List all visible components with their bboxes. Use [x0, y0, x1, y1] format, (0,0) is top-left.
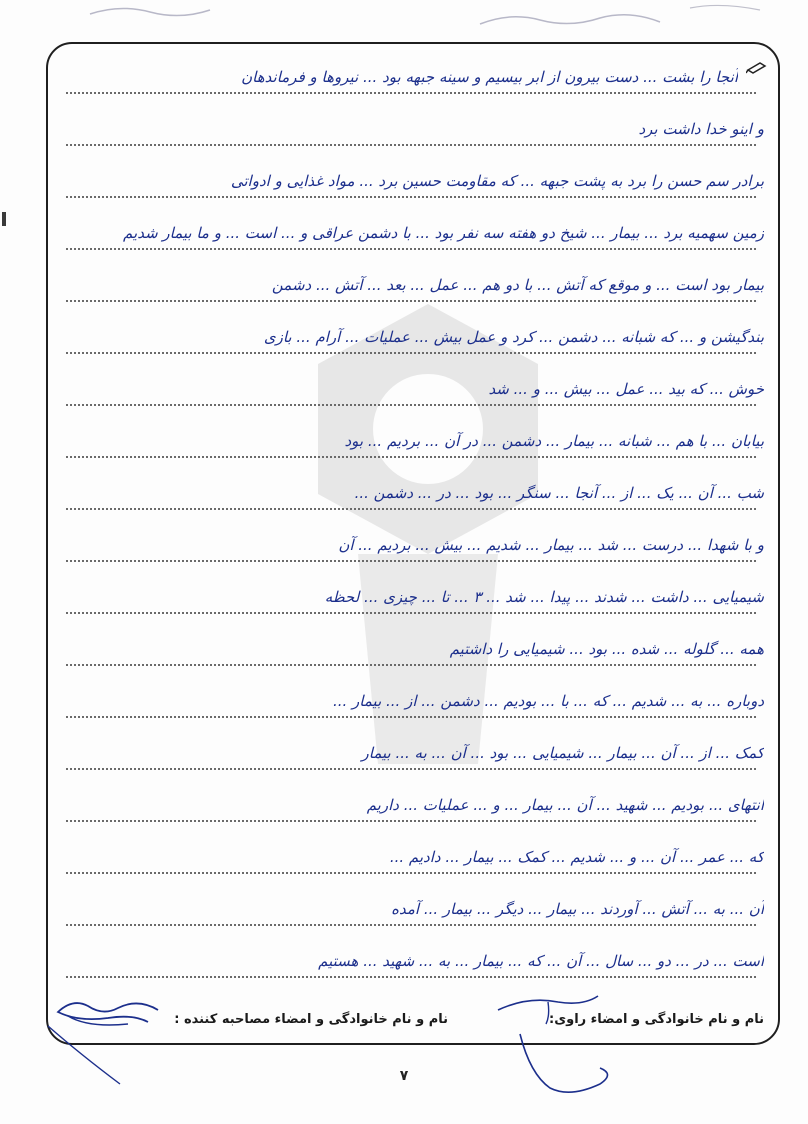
ruled-line: [66, 768, 756, 770]
signature-tail-stroke: [40, 1014, 660, 1114]
ruled-line: [66, 456, 756, 458]
ruled-line: [66, 716, 756, 718]
narrator-signature-label: نام و نام خانوادگی و امضاء راوی:: [549, 1012, 764, 1027]
handwritten-line: دوباره ... به ... شدیم ... که ... با ... بودیم ... دشمن ... از ... بیمار ...: [332, 692, 764, 710]
ruled-line: [66, 612, 756, 614]
ruled-line: [66, 820, 756, 822]
ruled-line: [66, 872, 756, 874]
handwritten-line: بیمار بود است ... و موقع که آتش ... با دو هم ... عمل ... بعد ... آتش ... دشمن: [271, 276, 764, 294]
ruled-line: [66, 248, 756, 250]
handwritten-line: آن ... به ... آتش ... آوردند ... بیمار ... دیگر ... بیمار ... آمده: [391, 900, 764, 918]
handwritten-line: و با شهدا ... درست ... شد ... بیمار ... شدیم ... بیش ... بردیم ... آن: [338, 536, 764, 554]
handwritten-line: انتهای ... بودیم ... شهید ... آن ... بیمار ... و ... عملیات ... داریم: [366, 796, 764, 814]
handwritten-line: همه ... گلوله ... شده ... بود ... شیمیایی را داشتیم: [449, 640, 764, 658]
ruled-line: [66, 924, 756, 926]
handwritten-line: است ... در ... دو ... سال ... آن ... که ... بیمار ... به ... شهید ... هستیم: [318, 952, 764, 970]
handwritten-line: خوش ... که بید ... عمل ... بیش ... و ... شد: [488, 380, 764, 398]
ruled-line: [66, 352, 756, 354]
handwritten-line: آنجا را بشت ... دست بیرون از ابر بیسیم و سینه جبهه بود ... نیروها و فرماندهان: [241, 68, 738, 86]
ruled-line: [66, 560, 756, 562]
ruled-line: [66, 404, 756, 406]
handwritten-line: بیابان ... با هم ... شبانه ... بیمار ... دشمن ... در آن ... بردیم ... بود: [344, 432, 764, 450]
handwritten-line: شب ... آن ... یک ... از ... آنجا ... سنگر ... بود ... در ... دشمن ...: [354, 484, 764, 502]
previous-page-bleed: [0, 0, 808, 40]
handwritten-line: زمین سهمیه برد ... بیمار ... شیخ دو هفته سه نفر بود ... با دشمن عراقی و ... است ... و ما بیمار شدیم: [123, 224, 764, 242]
handwritten-line: که ... عمر ... آن ... و ... شدیم ... کمک ... بیمار ... دادیم ...: [389, 848, 764, 866]
ruled-line: [66, 976, 756, 978]
ruled-line: [66, 92, 756, 94]
ruled-line: [66, 508, 756, 510]
ruled-line: [66, 196, 756, 198]
ruled-line: [66, 300, 756, 302]
handwritten-line: برادر سم حسن را برد به پشت جبهه ... که مقاومت حسین برد ... مواد غذایی و ادواتی: [230, 172, 764, 190]
ruled-line: [66, 664, 756, 666]
ruled-frame: [46, 42, 780, 1045]
handwritten-line: و اینو خدا داشت برد: [638, 120, 764, 138]
page-number: ۷: [399, 1068, 409, 1084]
handwritten-line: کمک ... از ... آن ... بیمار ... شیمیایی ... بود ... آن ... به ... بیمار: [361, 744, 764, 762]
pencil-icon: [746, 60, 768, 74]
ruled-line: [66, 144, 756, 146]
handwritten-line: بندگیشن و ... که شبانه ... دشمن ... کرد و عمل بیش ... عملیات ... آرام ... بازی: [263, 328, 764, 346]
handwritten-line: شیمیایی ... داشت ... شدند ... پیدا ... شد ... ۳ ... تا ... چیزی ... لحظه: [324, 588, 764, 606]
binding-mark: [2, 212, 6, 226]
interviewer-signature-label: نام و نام خانوادگی و امضاء مصاحبه کننده :: [174, 1012, 448, 1027]
